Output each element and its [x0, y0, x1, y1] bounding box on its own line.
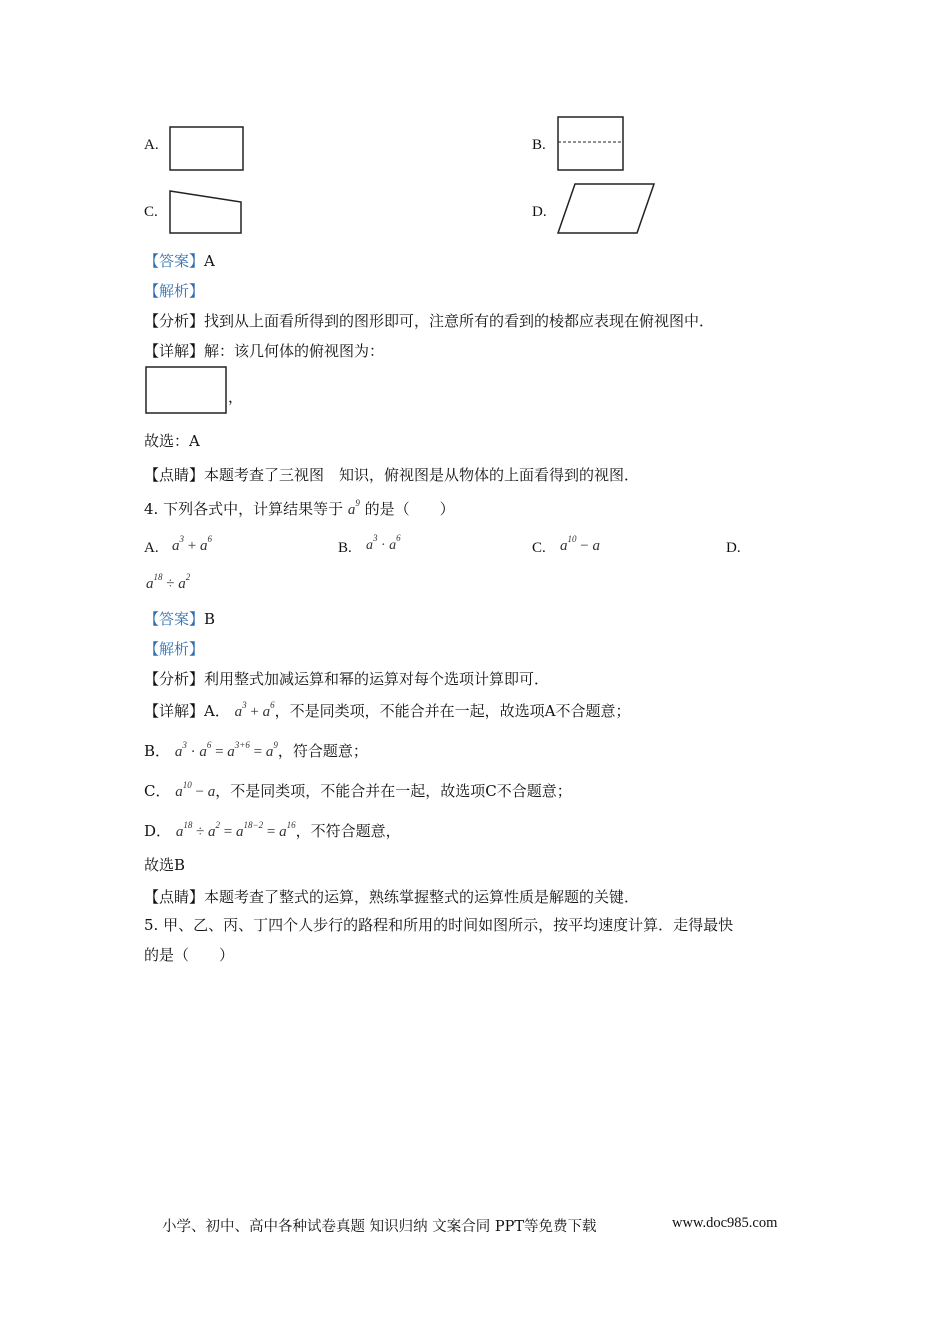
dianjing-text: 本题考查了整式的运算，熟练掌握整式的运算性质是解题的关键．: [204, 888, 640, 906]
option-b-label: B.: [532, 137, 546, 153]
q4-option-b-label: B.: [338, 540, 352, 556]
q4-detail-a-line: [144, 700, 630, 721]
q4-option-c-math: $a^{10} - a$: [560, 534, 600, 554]
option-a-label: A.: [144, 137, 159, 153]
detail-d-text: ，不符合题意，: [295, 822, 401, 840]
q4-option-a-label: A.: [144, 540, 159, 556]
detail-b-math: $a^3 \cdot a^6 = a^{3+6} = a^9$: [174, 740, 278, 760]
top-view-rectangle-figure: [145, 366, 229, 416]
q3-dianjing-line: [144, 464, 639, 485]
option-c-label: C.: [144, 204, 158, 220]
answer-value: A: [204, 252, 215, 270]
footer-text: 小学、初中、高中各种试卷真题 知识归纳 文案合同 PPT等免费下载: [162, 1219, 597, 1235]
detail-c-prefix: C．: [144, 782, 171, 800]
q4-answer-line: [144, 608, 215, 629]
q3-fenxi-line: [144, 310, 714, 331]
q4-stem: [144, 498, 455, 519]
q4-stem-text: 4. 下列各式中，计算结果等于: [144, 500, 344, 518]
q5-stem-line1: 5. 甲、乙、丙、丁四个人步行的路程和所用的时间如图所示，按平均速度计算．走得最快: [144, 916, 734, 934]
detail-a-prefix: A．: [204, 702, 230, 720]
q4-choose: 故选B: [144, 856, 186, 874]
footer-url[interactable]: www.doc985.com: [672, 1215, 778, 1231]
xiangjie-text: 解：该几何体的俯视图为：: [204, 342, 385, 360]
q4-option-b-math: $a^3 \cdot a^6$: [366, 533, 401, 553]
option-a-rectangle-figure: [169, 126, 245, 172]
q3-choose: 故选：A: [144, 432, 200, 450]
option-c-trapezoid-figure: [169, 190, 244, 236]
answer-value: B: [204, 610, 216, 628]
fenxi-text: 找到从上面看所得到的图形即可，注意所有的看到的棱都应表现在俯视图中．: [204, 312, 715, 330]
q3-answer-line: [144, 250, 215, 271]
q4-option-d-label: D.: [726, 540, 741, 556]
fenxi-text: 利用整式加减运算和幂的运算对每个选项计算即可．: [204, 670, 550, 688]
detail-d-math: $a^{18} \div a^2 = a^{18-2} = a^{16}$: [175, 820, 296, 840]
detail-c-text: ，不是同类项，不能合并在一起，故选项C不合题意；: [215, 782, 572, 800]
xiangjie-label: 【详解】: [144, 702, 205, 720]
q4-stem-math: $a^9$: [347, 498, 360, 518]
analysis-label: 【解析】: [144, 640, 205, 658]
option-b-dashed-rectangle-figure: [557, 116, 625, 172]
q4-detail-c-line: [144, 780, 572, 801]
q4-detail-b-line: [144, 740, 368, 761]
detail-b-text: ，符合题意；: [277, 742, 368, 760]
q5-stem-line2: 的是（ ）: [144, 946, 235, 964]
q3-xiangjie-line: [144, 340, 384, 361]
dianjing-text: 本题考查了三视图 知识，俯视图是从物体的上面看得到的视图．: [204, 466, 640, 484]
detail-c-math: $a^{10} - a$: [175, 780, 216, 800]
detail-a-math: $a^3 + a^6$: [234, 700, 275, 720]
answer-label: 【答案】: [144, 252, 205, 270]
q4-option-d-math: $a^{18} \div a^2$: [146, 572, 191, 592]
option-d-parallelogram-figure: [557, 183, 657, 236]
detail-b-prefix: B．: [144, 742, 171, 760]
fenxi-label: 【分析】: [144, 312, 205, 330]
xiangjie-label: 【详解】: [144, 342, 205, 360]
q4-stem-tail: 的是（ ）: [364, 500, 455, 518]
q4-fenxi-line: [144, 668, 549, 689]
q4-detail-d-line: [144, 820, 401, 841]
q4-option-c-label: C.: [532, 540, 546, 556]
figure-comma: ，: [228, 388, 244, 406]
q4-dianjing-line: [144, 886, 639, 907]
analysis-label: 【解析】: [144, 282, 205, 300]
dianjing-label: 【点睛】: [144, 888, 205, 906]
fenxi-label: 【分析】: [144, 670, 205, 688]
q4-option-a-math: $a^3 + a^6$: [172, 534, 212, 554]
dianjing-label: 【点睛】: [144, 466, 205, 484]
option-d-label: D.: [532, 204, 547, 220]
detail-a-text: ，不是同类项，不能合并在一起，故选项A不合题意；: [274, 702, 631, 720]
detail-d-prefix: D．: [144, 822, 172, 840]
answer-label: 【答案】: [144, 610, 205, 628]
